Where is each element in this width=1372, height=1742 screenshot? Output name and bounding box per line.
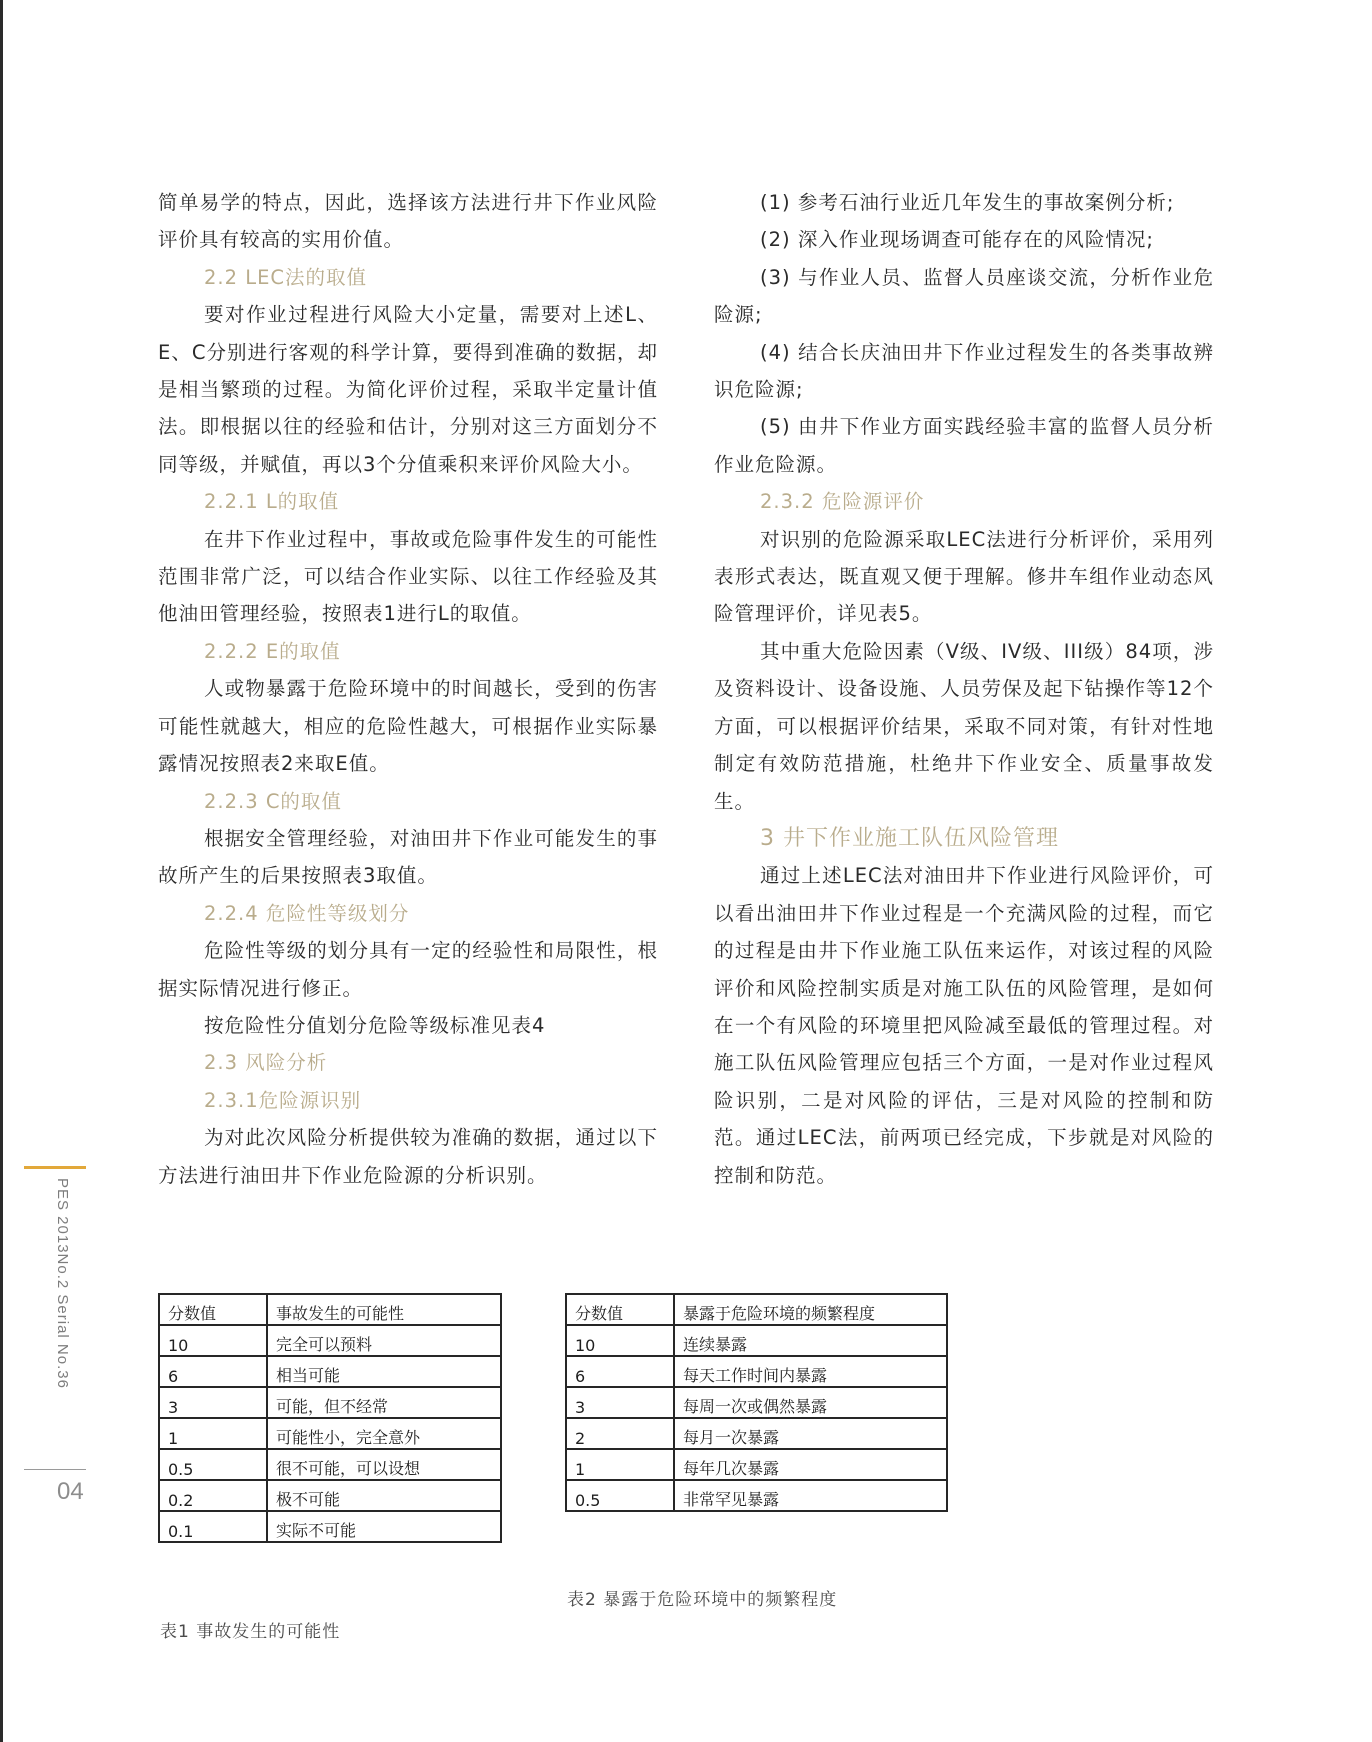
table-row bbox=[566, 1480, 947, 1511]
section-heading: 2.2.4 危险性等级划分 bbox=[204, 901, 410, 925]
table-cell: 3 bbox=[566, 1387, 674, 1418]
table-cell: 0.5 bbox=[566, 1480, 674, 1511]
rail-accent-bar bbox=[24, 1166, 86, 1169]
table-cell: 2 bbox=[566, 1418, 674, 1449]
body-paragraph: 按危险性分值划分危险等级标准见表4 bbox=[204, 1013, 546, 1037]
body-paragraph: 要对作业过程进行风险大小定量，需要对上述L、E、C分别进行客观的科学计算，要得到准确的数据，却是相当繁琐的过程。为简化评价过程，采取半定量计值法。即根据以往的经验和估计，分别对这三方面划分不同等级，并赋值，再以3个分值乘积来评价风险大小。 bbox=[158, 303, 658, 476]
table1-caption: 表1 事故发生的可能性 bbox=[160, 1622, 341, 1642]
table-row bbox=[566, 1356, 947, 1387]
table-row bbox=[566, 1449, 947, 1480]
table-header-cell: 分数值 bbox=[159, 1294, 267, 1325]
section-heading: 2.2.2 E的取值 bbox=[204, 639, 341, 663]
body-paragraph: (2) 深入作业现场调查可能存在的风险情况; bbox=[760, 228, 1154, 252]
body-paragraph: (4) 结合长庆油田井下作业过程发生的各类事故辨识危险源; bbox=[714, 340, 1214, 402]
table-cell: 每周一次或偶然暴露 bbox=[674, 1387, 947, 1418]
table-cell: 0.1 bbox=[159, 1511, 267, 1542]
table-cell: 6 bbox=[566, 1356, 674, 1387]
table-cell: 很不可能，可以设想 bbox=[267, 1449, 501, 1480]
table-cell: 可能，但不经常 bbox=[267, 1387, 501, 1418]
table-header-cell: 分数值 bbox=[566, 1294, 674, 1325]
table-row bbox=[159, 1449, 501, 1480]
right-text-column bbox=[714, 184, 1214, 1194]
table-cell: 连续暴露 bbox=[674, 1325, 947, 1356]
body-paragraph: 对识别的危险源采取LEC法进行分析评价，采用列表形式表达，既直观又便于理解。修井车组作业动态风险管理评价，详见表5。 bbox=[714, 527, 1214, 626]
table-row bbox=[159, 1418, 501, 1449]
table-cell: 1 bbox=[159, 1418, 267, 1449]
table-header-row bbox=[566, 1294, 947, 1325]
body-paragraph: 为对此次风险分析提供较为准确的数据，通过以下方法进行油田井下作业危险源的分析识别。 bbox=[158, 1126, 658, 1187]
table-row bbox=[159, 1480, 501, 1511]
section-heading: 2.3 风险分析 bbox=[204, 1051, 328, 1075]
table-cell: 3 bbox=[159, 1387, 267, 1418]
journal-issue-label: PES 2013No.2 Serial No.36 bbox=[54, 1178, 71, 1389]
body-paragraph: (1) 参考石油行业近几年发生的事故案例分析; bbox=[760, 191, 1175, 214]
body-paragraph: 简单易学的特点，因此，选择该方法进行井下作业风险评价具有较高的实用价值。 bbox=[158, 191, 658, 252]
section-heading: 2.2.3 C的取值 bbox=[204, 789, 342, 813]
table-cell: 极不可能 bbox=[267, 1480, 501, 1511]
table-header-cell: 事故发生的可能性 bbox=[267, 1294, 501, 1325]
rail-divider bbox=[24, 1469, 86, 1470]
table-cell: 每月一次暴露 bbox=[674, 1418, 947, 1449]
section-heading: 2.3.1危险源识别 bbox=[204, 1088, 362, 1112]
body-paragraph: 根据安全管理经验，对油田井下作业可能发生的事故所产生的后果按照表3取值。 bbox=[158, 826, 658, 888]
table-header-row bbox=[159, 1294, 501, 1325]
table-cell: 相当可能 bbox=[267, 1356, 501, 1387]
table-cell: 0.2 bbox=[159, 1480, 267, 1511]
body-paragraph: 人或物暴露于危险环境中的时间越长，受到的伤害可能性就越大，相应的危险性越大，可根据作业实际暴露情况按照表2来取E值。 bbox=[158, 677, 658, 776]
section-heading: 2.2.1 L的取值 bbox=[204, 490, 340, 514]
table-row bbox=[566, 1325, 947, 1356]
table-row bbox=[566, 1387, 947, 1418]
table-row bbox=[159, 1325, 501, 1356]
table-cell: 实际不可能 bbox=[267, 1511, 501, 1542]
table-cell: 10 bbox=[566, 1325, 674, 1356]
table-cell: 0.5 bbox=[159, 1449, 267, 1480]
table-header-cell: 暴露于危险环境的频繁程度 bbox=[674, 1294, 947, 1325]
table-row bbox=[566, 1418, 947, 1449]
body-paragraph: 在井下作业过程中，事故或危险事件发生的可能性范围非常广泛，可以结合作业实际、以往工作经验及其他油田管理经验，按照表1进行L的取值。 bbox=[158, 527, 658, 626]
section-heading: 3 井下作业施工队伍风险管理 bbox=[760, 825, 1059, 851]
table-likelihood bbox=[158, 1293, 502, 1543]
table-cell: 每年几次暴露 bbox=[674, 1449, 947, 1480]
table-cell: 6 bbox=[159, 1356, 267, 1387]
table-cell: 1 bbox=[566, 1449, 674, 1480]
table-cell: 完全可以预料 bbox=[267, 1325, 501, 1356]
body-paragraph: (3) 与作业人员、监督人员座谈交流，分析作业危险源; bbox=[714, 265, 1214, 327]
table-cell: 10 bbox=[159, 1325, 267, 1356]
table-cell: 可能性小，完全意外 bbox=[267, 1418, 501, 1449]
table-exposure-frequency bbox=[565, 1293, 948, 1512]
table-cell: 非常罕见暴露 bbox=[674, 1480, 947, 1511]
table-cell: 每天工作时间内暴露 bbox=[674, 1356, 947, 1387]
section-heading: 2.3.2 危险源评价 bbox=[760, 490, 925, 514]
table2-caption: 表2 暴露于危险环境中的频繁程度 bbox=[567, 1590, 838, 1610]
section-heading: 2.2 LEC法的取值 bbox=[204, 265, 368, 289]
body-paragraph: 危险性等级的划分具有一定的经验性和局限性，根据实际情况进行修正。 bbox=[158, 939, 658, 1000]
table-row bbox=[159, 1387, 501, 1418]
body-paragraph: 通过上述LEC法对油田井下作业进行风险评价，可以看出油田井下作业过程是一个充满风险的过程，而它的过程是由井下作业施工队伍来运作，对该过程的风险评价和风险控制实质是对施工队伍的风险管理，是如何在一个有风险的环境里把风险减至最低的管理过程。对施工队伍风险管理应包括三个方面，一是对作业过程风险识别，二是对风险的评估，三是对风险的控制和防范。通过LEC法，前两项已经完成，下步就是对风险的控制和防范。 bbox=[714, 864, 1214, 1187]
table-row bbox=[159, 1511, 501, 1542]
left-text-column bbox=[158, 184, 658, 1194]
body-paragraph: (5) 由井下作业方面实践经验丰富的监督人员分析作业危险源。 bbox=[714, 415, 1214, 476]
table-row bbox=[159, 1356, 501, 1387]
body-paragraph: 其中重大危险因素（V级、IV级、III级）84项，涉及资料设计、设备设施、人员劳保及起下钻操作等12个方面，可以根据评价结果，采取不同对策，有针对性地制定有效防范措施，杜绝井下作业安全、质量事故发生。 bbox=[714, 639, 1214, 813]
page-number: 04 bbox=[57, 1478, 84, 1505]
page-left-edge-line bbox=[0, 0, 3, 1742]
